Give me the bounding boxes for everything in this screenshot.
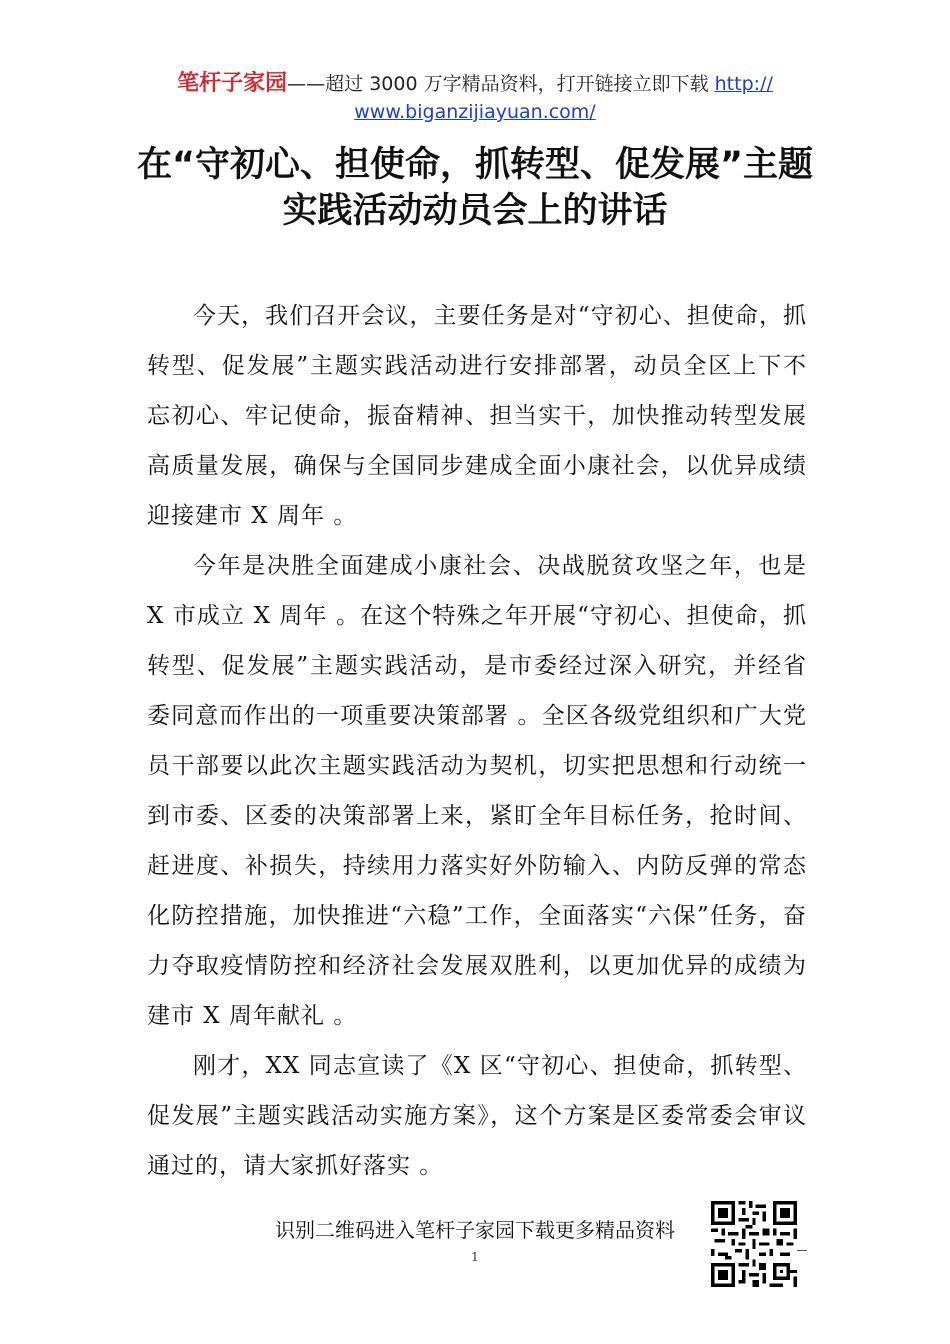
- title-line-1: 在“守初心、担使命，抓转型、促发展”主题: [136, 145, 813, 185]
- paragraph-2: 今年是决胜全面建成小康社会、决战脱贫攻坚之年，也是 X 市成立 X 周年 。在这个特殊之年开展“守初心、担使命，抓转型、促发展”主题实践活动，是市委经过深入研究，并经省委同意而作出的一项重要决策部署 。全区各级党组织和广大党员干部要以此次主题实践活动为契机，切实把思想和行动统一到市委、区委的决策部署上来，紧盯全年目标任务，抢时间、赶进度、补损失，持续用力落实好外防输入、内防反弹的常态化防控措施，加快推进“六稳”工作，全面落实“六保”任务，奋力夺取疫情防控和经济社会发展双胜利，以更加优异的成绩为建市 X 周年献礼 。: [147, 553, 807, 1029]
- qr-code-graphic: [711, 1201, 797, 1287]
- header-line-2: [0, 98, 950, 126]
- title-line-2: 实践活动动员会上的讲话: [282, 191, 668, 231]
- brand-name: 笔杆子家园: [177, 71, 288, 96]
- paragraph-1: 今天，我们召开会议，主要任务是对“守初心、担使命，抓转型、促发展”主题实践活动进行安排部署，动员全区上下不忘初心、牢记使命，振奋精神、担当实干，加快推动转型发展高质量发展，确保与全国同步建成全面小康社会，以优异成绩迎接建市 X 周年 。: [147, 303, 807, 529]
- header-line-1: [0, 70, 950, 98]
- divider: [797, 1250, 807, 1251]
- paragraph-3: 刚才，XX 同志宣读了《X 区“守初心、担使命，抓转型、促发展”主题实践活动实施方案》，这个方案是区委常委会审议通过的，请大家抓好落实 。: [147, 1053, 807, 1179]
- site-header: [0, 70, 950, 126]
- document-body: [147, 291, 807, 1191]
- tagline: ——超过 3000 万字精品资料，打开链接立即下载: [287, 73, 715, 95]
- page-number: 1: [471, 1250, 479, 1264]
- download-link-part-2[interactable]: www.biganzijiayuan.com/: [354, 101, 596, 123]
- download-link-part-1[interactable]: http://: [714, 73, 773, 95]
- document-title: [100, 142, 850, 234]
- qr-code-icon[interactable]: [711, 1201, 797, 1287]
- qr-caption: 识别二维码进入笔杆子家园下载更多精品资料: [275, 1218, 675, 1242]
